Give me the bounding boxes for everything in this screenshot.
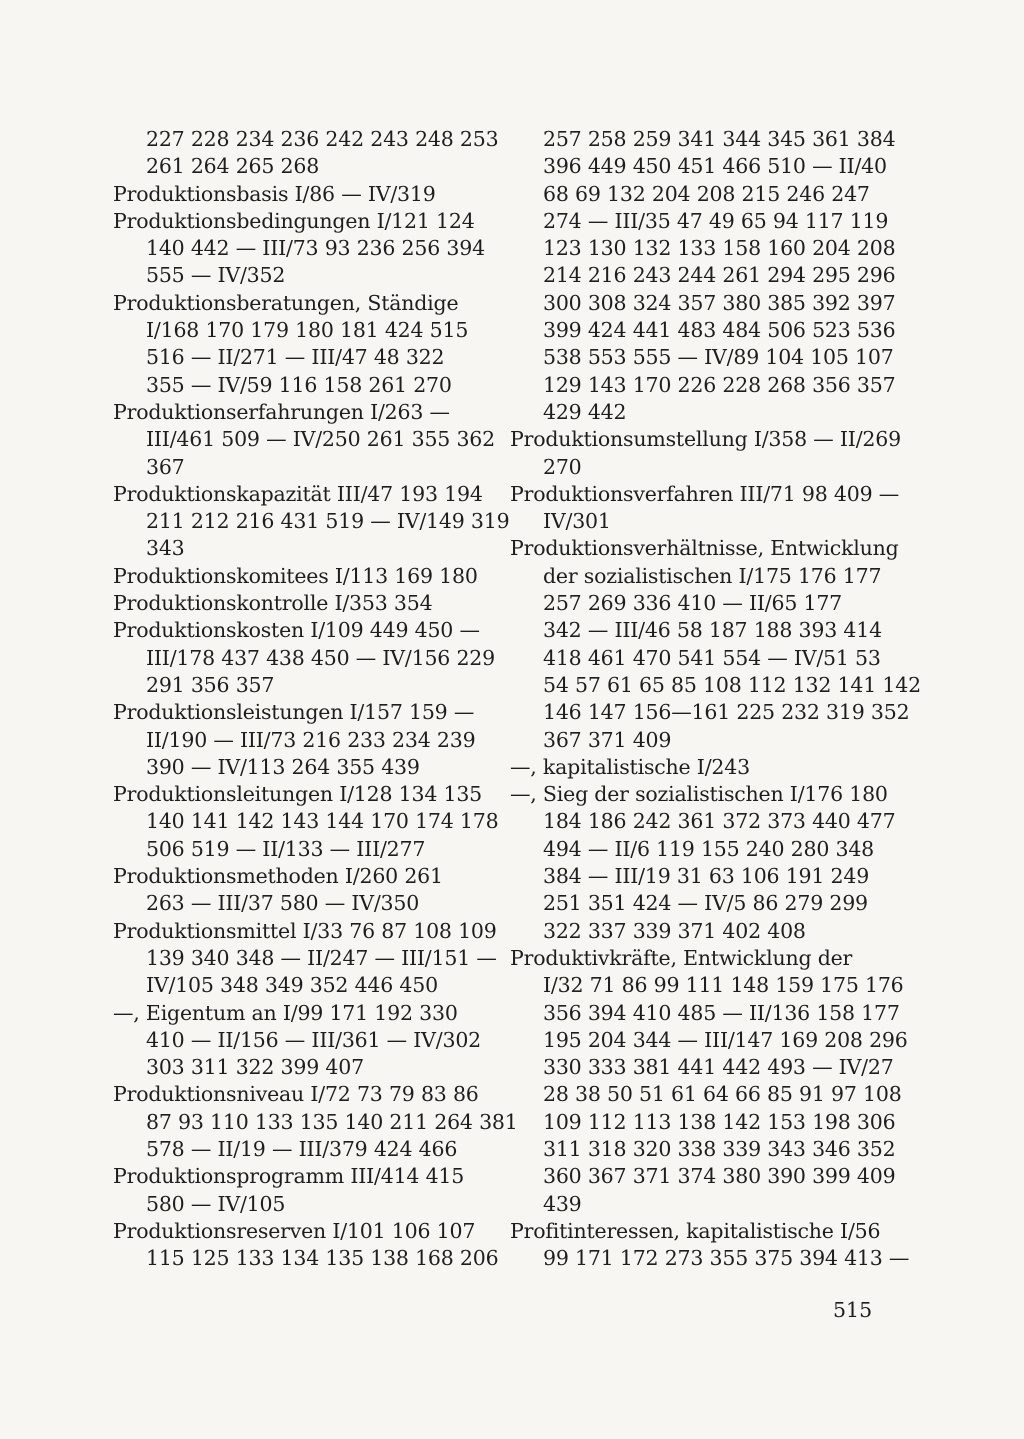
index-entry-continuation: 429 442	[543, 399, 627, 424]
index-entry	[113, 563, 485, 590]
index-entry-continuation: III/178 437 438 450 — IV/156 229	[146, 645, 495, 670]
index-entry-continuation: I/32 71 86 99 111 148 159 175 176	[543, 973, 904, 998]
index-entry	[510, 126, 896, 426]
index-entry-continuation: 140 442 — III/73 93 236 256 394	[146, 236, 485, 261]
index-entry-line: —, kapitalistische I/243	[510, 754, 750, 779]
index-entry-continuation: 274 — III/35 47 49 65 94 117 119	[543, 208, 889, 233]
index-entry-line: —, Eigentum an I/99 171 192 330	[113, 1000, 458, 1025]
index-entry-line: Produktionsberatungen, Ständige	[113, 290, 459, 315]
index-entry-line: Produktionsleitungen I/128 134 135	[113, 782, 483, 807]
index-entry-continuation: 494 — II/6 119 155 240 280 348	[543, 836, 875, 861]
index-entry-continuation: 270	[543, 454, 582, 479]
index-entry-continuation: 99 171 172 273 355 375 394 413 —	[543, 1246, 910, 1271]
index-entry	[113, 590, 485, 617]
index-entry-continuation: 355 — IV/59 116 158 261 270	[146, 372, 452, 397]
index-entry-continuation: 263 — III/37 580 — IV/350	[146, 891, 420, 916]
index-entry-continuation: 342 — III/46 58 187 188 393 414	[543, 618, 882, 643]
index-entry-line: Produktionsbedingungen I/121 124	[113, 208, 475, 233]
index-entry-continuation: IV/105 348 349 352 446 450	[146, 973, 438, 998]
index-entry	[510, 945, 908, 1218]
index-entry	[113, 399, 495, 481]
index-entry	[113, 208, 485, 290]
index-entry-continuation: 146 147 156—161 225 232 319 352	[543, 700, 910, 725]
index-entry-continuation: I/168 170 179 180 181 424 515	[146, 318, 469, 343]
index-entry-continuation: 384 — III/19 31 63 106 191 249	[543, 864, 870, 889]
index-entry-continuation: 28 38 50 51 61 64 66 85 91 97 108	[543, 1082, 902, 1107]
index-entry-continuation: 257 269 336 410 — II/65 177	[543, 591, 843, 616]
index-entry-continuation: 418 461 470 541 554 — IV/51 53	[543, 645, 881, 670]
index-entry	[113, 181, 485, 208]
index-entry	[510, 781, 896, 945]
page-number: 515	[833, 1298, 873, 1322]
index-entry-continuation: 300 308 324 357 380 385 392 397	[543, 290, 896, 315]
index-entry-continuation: 410 — II/156 — III/361 — IV/302	[146, 1027, 482, 1052]
index-entry-line: Produktionskomitees I/113 169 180	[113, 563, 478, 588]
index-entry-line: Produktionsverhältnisse, Entwicklung	[510, 536, 899, 561]
index-entry-continuation: 367 371 409	[543, 727, 672, 752]
index-entry-continuation: 390 — IV/113 264 355 439	[146, 754, 420, 779]
index-entry	[113, 126, 499, 181]
index-entry-continuation: 251 351 424 — IV/5 86 279 299	[543, 891, 868, 916]
index-entry-continuation: 538 553 555 — IV/89 104 105 107	[543, 345, 894, 370]
index-entry	[113, 699, 485, 781]
index-entry	[510, 754, 882, 781]
index-entry-continuation: 399 424 441 483 484 506 523 536	[543, 318, 896, 343]
index-entry-continuation: 396 449 450 451 466 510 — II/40	[543, 154, 887, 179]
index-entry	[113, 863, 485, 918]
index-entry-continuation: 214 216 243 244 261 294 295 296	[543, 263, 896, 288]
index-entry	[113, 1000, 485, 1082]
index-entry-continuation: der sozialistischen I/175 176 177	[543, 563, 882, 588]
index-entry-continuation: 367	[146, 454, 185, 479]
index-entry-continuation: 195 204 344 — III/147 169 208 296	[543, 1027, 908, 1052]
index-entry-continuation: 330 333 381 441 442 493 — IV/27	[543, 1055, 894, 1080]
index-entry	[510, 481, 900, 536]
index-entry-line: Produktionskontrolle I/353 354	[113, 591, 433, 616]
index-entry-continuation: 311 318 320 338 339 343 346 352	[543, 1136, 896, 1161]
index-entry	[113, 1218, 499, 1273]
index-entry-continuation: 578 — II/19 — III/379 424 466	[146, 1136, 458, 1161]
index-entry-continuation: 115 125 133 134 135 138 168 206	[146, 1246, 499, 1271]
index-entry-line: 257 258 259 341 344 345 361 384	[543, 127, 896, 151]
index-entry	[113, 481, 510, 563]
index-entry-continuation: 291 356 357	[146, 672, 275, 697]
index-column-right	[510, 126, 921, 1272]
index-entry-continuation: 303 311 322 399 407	[146, 1055, 364, 1080]
index-entry-line: Produktionsreserven I/101 106 107	[113, 1218, 476, 1243]
index-entry-continuation: 261 264 265 268	[146, 154, 320, 179]
index-entry-continuation: 555 — IV/352	[146, 263, 286, 288]
index-entry	[113, 1163, 485, 1218]
index-entry-continuation: IV/301	[543, 509, 611, 534]
index-column-left	[113, 126, 518, 1272]
index-entry-continuation: 360 367 371 374 380 390 399 409	[543, 1164, 896, 1189]
index-entry-continuation: 343	[146, 536, 185, 561]
index-entry-continuation: 516 — II/271 — III/47 48 322	[146, 345, 445, 370]
index-entry-line: 227 228 234 236 242 243 248 253	[146, 127, 499, 151]
index-entry-continuation: III/461 509 — IV/250 261 355 362	[146, 427, 495, 452]
index-entry	[113, 290, 485, 399]
index-entry-line: Produktionskosten I/109 449 450 —	[113, 618, 480, 643]
index-entry-continuation: 356 394 410 485 — II/136 158 177	[543, 1000, 900, 1025]
index-entry-continuation: 129 143 170 226 228 268 356 357	[543, 372, 896, 397]
index-entry-continuation: 109 112 113 138 142 153 198 306	[543, 1109, 896, 1134]
index-entry-continuation: II/190 — III/73 216 233 234 239	[146, 727, 476, 752]
index-entry-continuation: 140 141 142 143 144 170 174 178	[146, 809, 499, 834]
index-entry-line: Produktionsverfahren III/71 98 409 —	[510, 481, 900, 506]
index-entry-continuation: 506 519 — II/133 — III/277	[146, 836, 426, 861]
index-entry	[510, 535, 921, 753]
index-entry	[510, 426, 901, 481]
index-entry-continuation: 54 57 61 65 85 108 112 132 141 142	[543, 672, 921, 697]
index-entry-line: Produktionserfahrungen I/263 —	[113, 399, 450, 424]
index-entry-continuation: 87 93 110 133 135 140 211 264 381	[146, 1109, 518, 1134]
index-entry-continuation: 123 130 132 133 158 160 204 208	[543, 236, 896, 261]
index-entry	[113, 918, 497, 1000]
index-entry-continuation: 184 186 242 361 372 373 440 477	[543, 809, 896, 834]
index-entry	[510, 1218, 910, 1273]
index-entry	[113, 1081, 518, 1163]
index-entry-line: Produktionsniveau I/72 73 79 83 86	[113, 1082, 479, 1107]
index-entry-line: Produktionsmittel I/33 76 87 108 109	[113, 918, 497, 943]
index-entry-line: Produktionsbasis I/86 — IV/319	[113, 181, 436, 206]
index-entry-line: Produktivkräfte, Entwicklung der	[510, 945, 853, 970]
index-entry-line: Produktionskapazität III/47 193 194	[113, 481, 483, 506]
index-entry-continuation: 322 337 339 371 402 408	[543, 918, 806, 943]
index-entry-line: Produktionsprogramm III/414 415	[113, 1164, 465, 1189]
index-entry-continuation: 211 212 216 431 519 — IV/149 319	[146, 509, 510, 534]
index-entry-continuation: 139 340 348 — II/247 — III/151 —	[146, 945, 497, 970]
index-entry-continuation: 439	[543, 1191, 582, 1216]
index-entry-line: —, Sieg der sozialistischen I/176 180	[510, 782, 888, 807]
index-entry-line: Produktionsmethoden I/260 261	[113, 864, 443, 889]
index-entry	[113, 617, 495, 699]
index-entry-line: Profitinteressen, kapitalistische I/56	[510, 1218, 881, 1243]
index-entry-continuation: 580 — IV/105	[146, 1191, 286, 1216]
index-entry-continuation: 68 69 132 204 208 215 246 247	[543, 181, 870, 206]
index-entry-line: Produktionsumstellung I/358 — II/269	[510, 427, 901, 452]
index-entry	[113, 781, 499, 863]
index-entry-line: Produktionsleistungen I/157 159 —	[113, 700, 475, 725]
